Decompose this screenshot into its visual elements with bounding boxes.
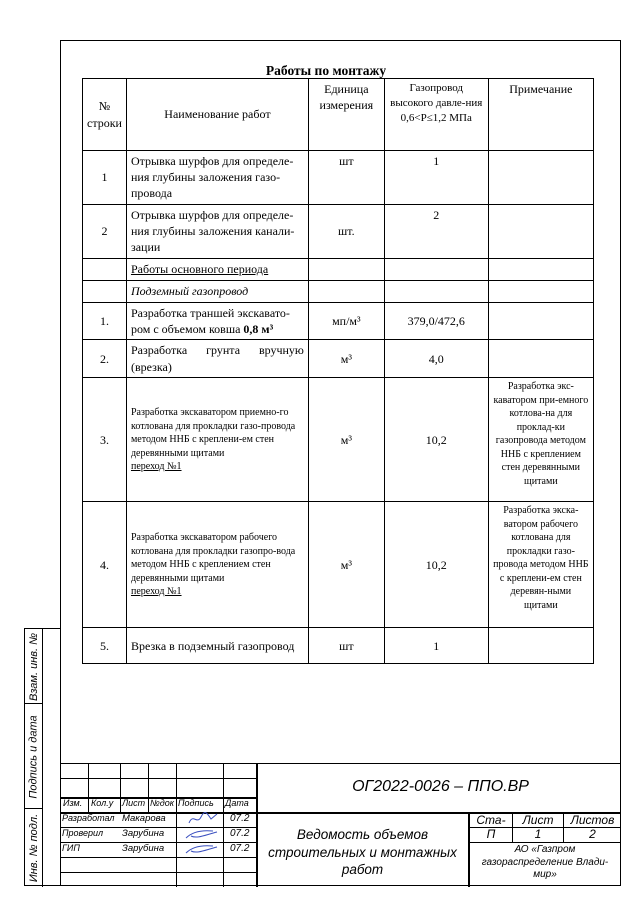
- role-checker: Проверил: [62, 828, 104, 838]
- row-unit: м³: [308, 502, 384, 628]
- organization: АО «Газпром газораспределение Влади-мир»: [481, 844, 609, 880]
- row-num: 2: [83, 205, 127, 259]
- sheets-label: Листов: [570, 813, 615, 827]
- row-name: Отрывка шурфов для определе-ния глубины заложения газо-провода: [126, 151, 308, 205]
- table-row: [83, 259, 594, 281]
- side-label-sign-date: Подпись и дата: [28, 714, 40, 799]
- row-unit: шт: [308, 151, 384, 205]
- row-note: [488, 259, 593, 281]
- header-gas: Газопровод высокого давле-ния 0,6<P≤1,2 МПа: [384, 79, 488, 151]
- col-header-list: Лист: [122, 798, 146, 808]
- doc-code: ОГ2022-0026 – ППО.ВР: [352, 778, 529, 795]
- subsection-heading: Подземный газопровод: [126, 281, 308, 303]
- row-note: [488, 151, 593, 205]
- row-name: [126, 378, 308, 502]
- row-unit: [308, 281, 384, 303]
- header-num: № строки: [83, 79, 127, 151]
- row-name: Разработка грунта вручную (врезка): [126, 340, 308, 378]
- row-value: [384, 259, 488, 281]
- row-note: [488, 628, 593, 664]
- role-gip: ГИП: [62, 843, 80, 853]
- date-gip: 07.2: [230, 843, 250, 854]
- row-num: 1: [83, 151, 127, 205]
- row-unit: шт.: [308, 205, 384, 259]
- row-unit: шт: [308, 628, 384, 664]
- row-num: 4.: [83, 502, 127, 628]
- row-value: [384, 281, 488, 303]
- header-unit: Единица измерения: [308, 79, 384, 151]
- name-gip: Зарубина: [122, 843, 165, 854]
- table-row: [83, 205, 594, 259]
- row-num: [83, 259, 127, 281]
- row-value: 1: [384, 151, 488, 205]
- col-header-kolu: Кол.у: [91, 798, 114, 808]
- side-label-inv-orig: Инв. № подл.: [28, 813, 41, 883]
- row-num: 1.: [83, 303, 127, 340]
- row-value: 10,2: [384, 378, 488, 502]
- row-note: [488, 205, 593, 259]
- row-unit: мп/м³: [308, 303, 384, 340]
- doc-title: Ведомость объемов строительных и монтажных работ: [268, 827, 457, 878]
- row-name-text: Разработка траншей экскавато-ром с объемом ковша: [130, 306, 290, 337]
- name-checker: Зарубина: [122, 828, 165, 839]
- row-num: 5.: [83, 628, 127, 664]
- name-developer: Макарова: [122, 813, 166, 824]
- row-value: 1: [384, 628, 488, 664]
- date-developer: 07.2: [230, 813, 250, 824]
- date-checker: 07.2: [230, 828, 250, 839]
- row-value: 10,2: [384, 502, 488, 628]
- row-num: 2.: [83, 340, 127, 378]
- signature-checker: [183, 827, 221, 842]
- works-table: [82, 78, 594, 664]
- sheets-value: 2: [589, 827, 596, 841]
- row-unit: м³: [308, 340, 384, 378]
- table-row: [83, 303, 594, 340]
- row-name-text: Разработка экскаватором приемно-го котлована для прокладки газо-провода методом ННБ с креплени-ем стен деревянными щитами: [130, 407, 296, 459]
- row-note: Разработка экска-ватором рабочего котлована для прокладки газо-провода методом ННБ с креплени-ем стен деревян-ными щитами: [488, 502, 593, 628]
- row-note: [488, 340, 593, 378]
- row-note: Разработка экс-каватором при-емного котлова-на для проклад-ки газопровода методом ННБ с креплением стен деревянными щитами: [488, 378, 593, 502]
- row-num: [83, 281, 127, 303]
- row-name: [126, 303, 308, 340]
- signature-developer: [185, 811, 221, 827]
- row-value: 2: [384, 205, 488, 259]
- row-unit: [308, 259, 384, 281]
- row-note: [488, 281, 593, 303]
- table-row: [83, 281, 594, 303]
- sheet-label: Лист: [522, 813, 554, 827]
- table-row: [83, 628, 594, 664]
- row-name-link: переход №1: [130, 586, 182, 598]
- col-header-date: Дата: [225, 798, 249, 808]
- section-heading: Работы основного периода: [126, 259, 308, 281]
- col-header-izm: Изм.: [63, 798, 83, 808]
- side-label-inv-replace: Взам. инв. №: [28, 632, 41, 701]
- table-header-row: [83, 79, 594, 151]
- signature-gip: [183, 842, 221, 857]
- table-row: [83, 502, 594, 628]
- role-developer: Разработал: [62, 813, 115, 823]
- row-name: Отрывка шурфов для определе-ния глубины заложения канали-зации: [126, 205, 308, 259]
- row-note: [488, 303, 593, 340]
- row-name: Врезка в подземный газопровод: [126, 628, 308, 664]
- row-value: 379,0/472,6: [384, 303, 488, 340]
- table-row: [83, 378, 594, 502]
- title-block: [60, 763, 621, 887]
- table-row: [83, 151, 594, 205]
- table-row: [83, 340, 594, 378]
- row-name: [126, 502, 308, 628]
- row-name-bold: 0,8 м³: [243, 322, 274, 337]
- col-header-sign: Подпись: [178, 798, 214, 808]
- row-unit: м³: [308, 378, 384, 502]
- row-name-link: переход №1: [130, 461, 182, 473]
- header-note: Примечание: [488, 79, 593, 151]
- stage-label: Ста-: [476, 813, 506, 827]
- page-title: Работы по монтажу: [265, 63, 387, 78]
- header-name: Наименование работ: [126, 79, 308, 151]
- row-num: 3.: [83, 378, 127, 502]
- row-name-text: Разработка экскаватором рабочего котлована для прокладки газопро-вода методом ННБ с креплением стен деревянными щитами: [130, 532, 296, 584]
- stage-value: П: [486, 827, 496, 841]
- side-strip: [24, 628, 60, 886]
- col-header-ndok: №док: [150, 798, 174, 808]
- row-value: 4,0: [384, 340, 488, 378]
- sheet-value: 1: [534, 827, 542, 841]
